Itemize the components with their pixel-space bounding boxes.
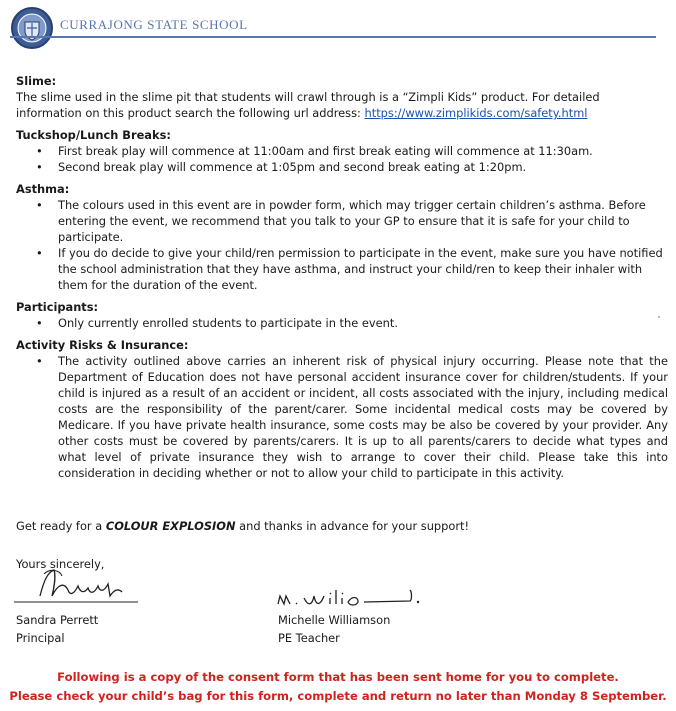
pe-teacher-role: PE Teacher (278, 631, 340, 645)
risks-heading: Activity Risks & Insurance: (16, 338, 189, 352)
tuckshop-section (16, 127, 668, 175)
list-item: • First break play will commence at 11:00am and first break eating will commence at 11:30am. (16, 143, 668, 159)
notice-line-2: Please check your child’s bag for this form, complete and return no later than Monday 8 September. (9, 689, 667, 703)
colour-explosion-emphasis: COLOUR EXPLOSION (105, 519, 236, 533)
tuckshop-list (16, 143, 668, 175)
header-rule (10, 36, 656, 38)
closing-text-after: and thanks in advance for your support! (235, 519, 470, 533)
asthma-section (16, 181, 668, 293)
slime-description: The slime used in the slime pit that students will crawl through is a “Zimpli Kids” product. For detailed information on this product search the following url address: (16, 90, 600, 120)
principal-name: Sandra Perrett (16, 613, 99, 627)
letter-body (16, 73, 668, 487)
slime-heading: Slime: (16, 74, 57, 88)
list-item: • The colours used in this event are in powder form, which may trigger certain children’s asthma. Before entering the event, we recommend that you talk to your GP to ensure that it is safe for your child to participate. (16, 197, 668, 245)
school-name: CURRAJONG STATE SCHOOL (60, 17, 248, 32)
list-item: • If you do decide to give your child/ren permission to participate in the event, make sure you have notified the school administration that they have asthma, and instruct your child/ren to keep their inhaler with them for the duration of the event. (16, 245, 668, 293)
participants-heading: Participants: (16, 300, 99, 314)
notice-line-1: Following is a copy of the consent form that has been sent home for you to complete. (57, 670, 619, 684)
principal-signature (10, 566, 146, 606)
list-item: • Only currently enrolled students to participate in the event. (16, 315, 668, 331)
tuckshop-heading: Tuckshop/Lunch Breaks: (16, 128, 171, 142)
participants-section (16, 299, 668, 331)
slime-text (16, 89, 668, 121)
sign-off: Yours sincerely, (16, 557, 105, 571)
scan-speck (658, 316, 660, 318)
consent-form-notice (0, 668, 676, 706)
school-crest-logo (10, 6, 54, 50)
pe-teacher-name: Michelle Williamson (278, 613, 391, 627)
principal-role: Principal (16, 631, 65, 645)
pe-teacher-signature (272, 586, 422, 610)
participants-list (16, 315, 668, 331)
list-item: • Second break play will commence at 1:05pm and second break eating at 1:20pm. (16, 159, 668, 175)
list-item: • The activity outlined above carries an inherent risk of physical injury occurring. Please note that the Department of Education does not have personal accident insurance cover for children/students. If your child is injured as a result of an accident or incident, all costs associated with the injury, including medical costs are the responsibility of the parent/carer. Some incidental medical costs may be covered by Medicare. If you have private health insurance, some costs may be also be covered by your provider. Any other costs must be covered by parents/carers. It is up to all parents/carers to decide what types and what level of private insurance they wish to arrange to cover their child. Please take this into consideration in deciding whether or not to allow your child to participate in this activity. (16, 353, 668, 481)
risks-list (16, 353, 668, 481)
asthma-heading: Asthma: (16, 182, 70, 196)
closing-line (16, 518, 666, 534)
asthma-list (16, 197, 668, 293)
safety-url-link[interactable]: https://www.zimplikids.com/safety.html (364, 106, 588, 120)
risks-section (16, 337, 668, 481)
slime-section (16, 73, 668, 121)
closing-text-before: Get ready for a (16, 519, 106, 533)
